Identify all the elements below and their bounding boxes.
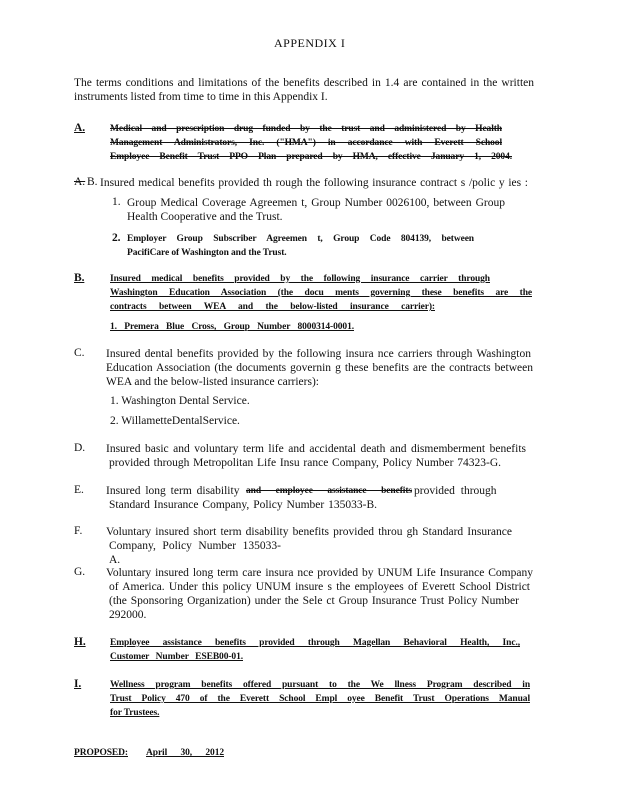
- section-b-old-item-2-num: 2.: [112, 232, 121, 244]
- section-b-old-item-2-line-1: Employer Group Subscriber Agreemen t, Group Code 804139, between: [127, 234, 474, 244]
- section-b-old-item-1-num: 1.: [112, 196, 121, 208]
- section-c-line-1: Insured dental benefits provided by the following insura nce carriers through Washington: [106, 348, 531, 360]
- section-b-old-struck-label: A.: [74, 176, 86, 188]
- section-i-label: I.: [74, 678, 82, 690]
- section-g-label: G.: [74, 566, 86, 578]
- section-a-old-label: A.: [74, 122, 85, 134]
- section-g-line-4: 292000.: [109, 609, 147, 621]
- section-e-line-2: Standard Insurance Company, Policy Number 135033-B.: [109, 499, 377, 511]
- section-g-line-1: Voluntary insured long term care insura nce provided by UNUM Life Insurance Company: [106, 567, 533, 579]
- section-b-old-item-1-line-2: Health Cooperative and the Trust.: [127, 211, 283, 223]
- intro-line-1: The terms conditions and limitations of the benefits described in 1.4 are contained in the written: [74, 77, 534, 89]
- section-h-label: H.: [74, 636, 86, 648]
- intro-line-2: instruments listed from time to time in this Appendix I.: [74, 91, 328, 103]
- section-b-old-item-2-line-2: PacifiCare of Washington and the Trust.: [127, 248, 287, 258]
- section-b-old-item-1-line-1: Group Medical Coverage Agreemen t, Group Number 0026100, between Group: [127, 197, 505, 209]
- section-f-line-2: Company, Policy Number 135033-A.: [109, 540, 281, 566]
- section-g-line-3: (the Sponsoring Organization) under the Sele ct Group Insurance Trust Policy Number: [109, 595, 519, 607]
- section-b-new-line-2: Washington Education Association (the docu ments governing these benefits are the: [110, 288, 532, 298]
- section-c-item-2: 2. WillametteDentalService.: [110, 415, 240, 427]
- section-c-line-2: Education Association (the documents governin g these benefits are the contracts between: [106, 362, 533, 374]
- section-i-line-1: Wellness program benefits offered pursuant to the We llness Program described in: [110, 680, 530, 690]
- section-i-line-2: Trust Policy 470 of the Everett School Empl oyee Benefit Trust Operations Manual: [110, 694, 530, 704]
- section-g-line-2: of America. Under this policy UNUM insure s the employees of Everett School District: [109, 581, 530, 593]
- section-b-new-label: B.: [74, 272, 85, 284]
- section-b-new-line-3: contracts between WEA and the below-listed insurance carrier):: [110, 302, 435, 312]
- section-d-label: D.: [74, 442, 86, 454]
- proposed-label: PROPOSED:: [74, 748, 128, 758]
- section-f-label: F.: [74, 525, 83, 537]
- section-c-label: C.: [74, 347, 85, 359]
- section-a-old-line-1: Medical and prescription drug funded by the trust and administered by Health: [110, 124, 502, 134]
- section-d-line-2: provided through Metropolitan Life Insu rance Company, Policy Number 74323-G.: [109, 457, 501, 469]
- section-b-old-heading: Insured medical benefits provided th rough the following insurance contract s /polic y ies :: [100, 177, 528, 189]
- section-a-old-line-3: Employee Benefit Trust PPO Plan prepared by HMA, effective January 1, 2004.: [110, 152, 512, 162]
- section-f-line-1: Voluntary insured short term disability benefits provided throu gh Standard Insurance: [106, 526, 512, 538]
- section-d-line-1: Insured basic and voluntary term life and accidental death and dismemberment benefits: [106, 443, 526, 455]
- section-e-line-1-struck: and employee assistance benefits: [246, 486, 412, 496]
- section-e-line-1-b: provided through: [414, 485, 497, 497]
- section-e-label: E.: [74, 484, 84, 496]
- section-b-new-item-1: 1. Premera Blue Cross, Group Number 8000314-0001.: [110, 322, 354, 332]
- section-a-old-line-2: Management Administrators, Inc. ("HMA") in accordance with Everett School: [110, 138, 502, 148]
- section-b-old-label: B.: [87, 176, 98, 188]
- section-h-line-1: Employee assistance benefits provided through Magellan Behavioral Health, Inc.,: [110, 638, 520, 648]
- section-e-line-1-a: Insured long term disability: [106, 485, 240, 497]
- section-c-item-1: 1. Washington Dental Service.: [110, 395, 250, 407]
- section-h-line-2: Customer Number ESEB00-01.: [110, 652, 243, 662]
- page-title: APPENDIX I: [274, 36, 346, 50]
- section-i-line-3: for Trustees.: [110, 708, 160, 718]
- proposed-date: April 30, 2012: [146, 748, 224, 758]
- section-b-new-line-1: Insured medical benefits provided by the following insurance carrier through: [110, 274, 490, 284]
- section-c-line-3: WEA and the below-listed insurance carriers):: [106, 376, 319, 388]
